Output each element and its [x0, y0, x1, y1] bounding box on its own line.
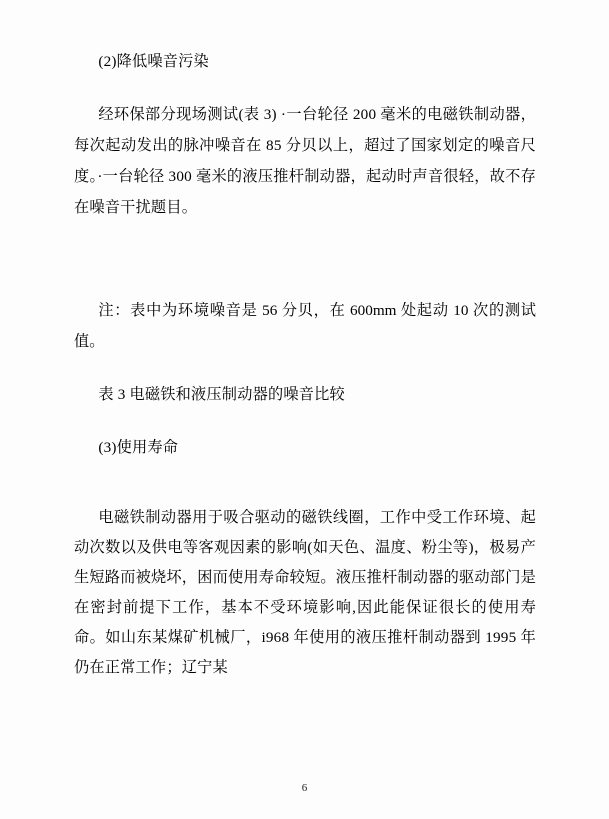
section-heading-service-life: (3)使用寿命 [98, 439, 179, 456]
spacer [74, 410, 536, 432]
spacer [74, 357, 536, 379]
spacer [74, 463, 536, 503]
note-measurement-conditions: 注：表中为环境噪音是 56 分贝，在 600mm 处起动 10 次的测试值。 [74, 302, 536, 350]
spacer [74, 77, 536, 99]
paragraph-service-life: 电磁铁制动器用于吸合驱动的磁铁线圈，工作中受工作环境、起动次数以及供电等客观因素的影响(如天色、温度、粉尘等)，极易产生短路而被烧坏，困而使用寿命较短。液压推杆制动器的驱动部门是在密封前提下工作，基本不受环境影响,因此能保证很长的使用寿命。如山东某煤矿机械厂，i968 年使用的液压推杆制动器到 1995 年仍在正常工作；辽宁某 [74, 509, 536, 676]
spacer [74, 223, 536, 295]
section-heading-lower-noise: (2)降低噪音污染 [98, 53, 209, 70]
paragraph-noise-test: 经环保部分现场测试(表 3) ·一台轮径 200 毫米的电磁铁制动器，每次起动发出的脉冲噪音在 85 分贝以上，超过了国家划定的噪音尺度。·一台轮径 300 毫米的液压推杆制动器，起动时声音很轻，故不存在噪音干扰题目。 [74, 106, 536, 216]
page-number: 6 [301, 782, 308, 794]
table-caption-3: 表 3 电磁铁和液压制动器的噪音比较 [98, 386, 345, 403]
page-content [74, 46, 536, 683]
